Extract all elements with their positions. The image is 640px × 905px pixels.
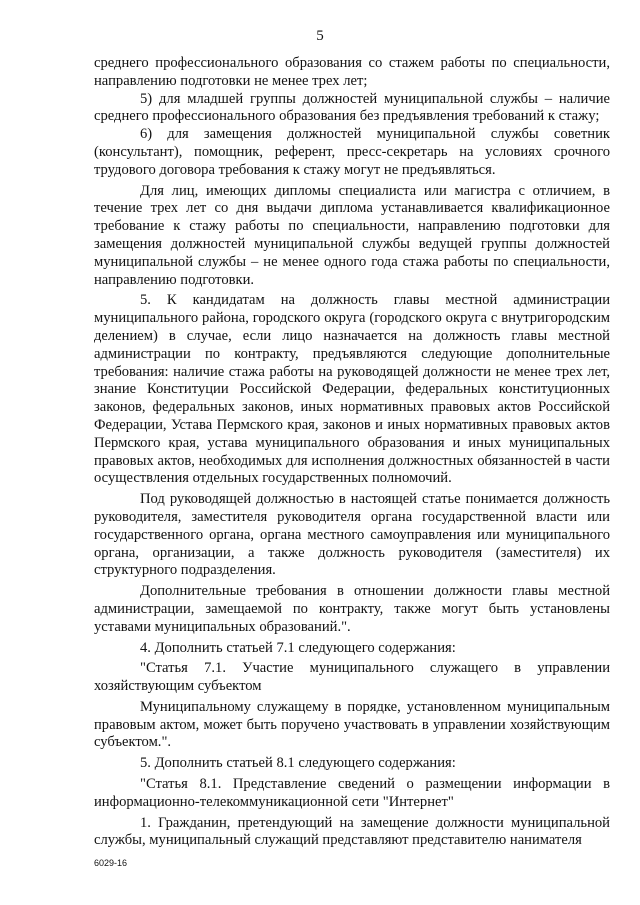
page-number: 5 xyxy=(316,28,324,44)
article-8-1-heading: "Статья 8.1. Представление сведений о размещении информации в информационно-телекоммуникационной сети "Интернет" xyxy=(94,776,610,810)
paragraph-amendment-4: 4. Дополнить статьей 7.1 следующего содержания: xyxy=(140,639,456,656)
document-body xyxy=(94,55,610,850)
article-7-1-heading: "Статья 7.1. Участие муниципального служащего в управлении хозяйствующим субъектом xyxy=(94,660,610,695)
paragraph-item-6: 6) для замещения должностей муниципальной службы советник (консультант), помощник, референт, пресс-секретарь на условиях срочного трудового договора требования к стажу могут не предъявляться. xyxy=(94,126,610,178)
document-code: 6029-16 xyxy=(94,858,128,868)
paragraph-managerial-position: Под руководящей должностью в настоящей статье понимается должность руководителя, заместителя руководителя органа государственной власти или государственного органа, органа местного самоуправления или муниципального органа, организации, а также должность руководителя (заместителя) их структурного подразделения. xyxy=(94,491,610,579)
paragraph-continuation: среднего профессионального образования со стажем работы по специальности, направлению подготовки не менее трех лет; xyxy=(94,55,610,89)
article-7-1-body: Муниципальному служащему в порядке, установленном муниципальным правовым актом, может быть поручено участвовать в управлении хозяйствующим субъектом.". xyxy=(94,698,610,751)
paragraph-additional-requirements: Дополнительные требования в отношении должности главы местной администрации, замещаемой по контракту, также могут быть установлены уставами муниципальных образований.". xyxy=(94,583,610,635)
paragraph-diploma-holders: Для лиц, имеющих дипломы специалиста или магистра с отличием, в течение трех лет со дня выдачи диплома устанавливается квалификационное требование к стажу работы по специальности, направлению подготовки для замещения должностей муниципальной службы ведущей группы должностей муниципальной службы – не менее одного года стажа работы по специальности, направлению подготовки. xyxy=(94,182,610,288)
paragraph-item-5: 5) для младшей группы должностей муниципальной службы – наличие среднего профессионального образования без предъявления требований к стажу; xyxy=(94,90,610,125)
paragraph-amendment-5: 5. Дополнить статьей 8.1 следующего содержания: xyxy=(140,755,456,772)
article-8-1-point-1: 1. Гражданин, претендующий на замещение должности муниципальной службы, муниципальный служащий представляют представителю нанимателя xyxy=(94,814,610,849)
paragraph-section-5: 5. К кандидатам на должность главы местной администрации муниципального района, городского округа (городского округа с внутригородским делением) в случае, если лицо назначается на должность главы местной администрации по контракту, предъявляются следующие дополнительные требования: наличие стажа работы на руководящей должности не менее трех лет, знание Конституции Российской Федерации, федеральных конституционных законов, федеральных законов, иных нормативных правовых актов Российской Федерации, Устава Пермского края, законов и иных нормативных правовых актов Пермского края, устава муниципального образования и иных муниципальных правовых актов, необходимых для исполнения должностных обязанностей в части осуществления отдельных государственных полномочий. xyxy=(94,292,610,487)
